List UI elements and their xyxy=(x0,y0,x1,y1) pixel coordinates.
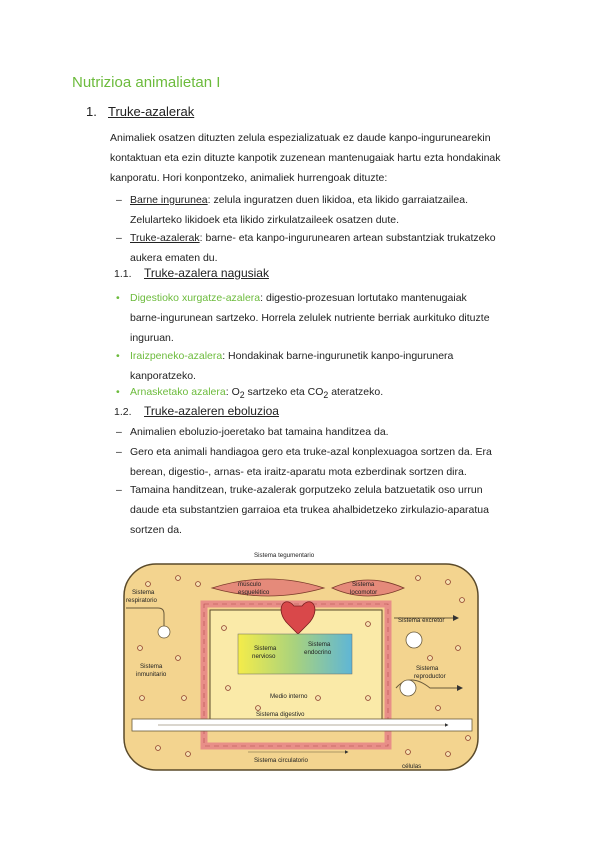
label-tegumentario: Sistema tegumentario xyxy=(254,552,315,559)
list-item-truke-azalerak: – Truke-azalerak: barne- eta kanpo-ingurunearen artean substantziak trukatzeko aukera ematen du. xyxy=(116,232,496,264)
term: Arnasketako azalera xyxy=(130,386,226,398)
label-celulas: células xyxy=(402,763,422,770)
label-circulatorio: Sistema circulatorio xyxy=(254,757,308,764)
label-inmunitario: inmunitario xyxy=(136,671,167,678)
term: Barne ingurunea xyxy=(130,194,208,206)
label-digestivo: Sistema digestivo xyxy=(256,711,305,718)
section-1-1-heading: 1.1. Truke-azalera nagusiak xyxy=(114,266,269,280)
label-endocrino: endocrino xyxy=(304,649,332,656)
label-nervioso-sistema: Sistema xyxy=(254,645,277,652)
list-item-barne-ingurunea: – Barne ingurunea: zelula inguratzen duen likidoa, eta likido garraiatzailea. Zelularteko likidoek eta likido zirkulatzaileek osatzen dute. xyxy=(116,194,468,226)
label-nervioso: nervioso xyxy=(252,653,276,660)
term: Truke-azalerak xyxy=(130,232,200,244)
label-esqueletico: esquelético xyxy=(238,589,270,596)
page-title: Nutrizioa animalietan I xyxy=(72,74,221,91)
list-item-iraizpeneko: • Iraizpeneko-azalera: Hondakinak barne-ingurunetik kanpo-ingurunera kanporatzeko. xyxy=(116,350,454,382)
term: Iraizpeneko-azalera xyxy=(130,350,223,362)
label-respiratorio: respiratorio xyxy=(126,597,157,604)
list-item-eboluzio-3: – Tamaina handitzean, truke-azalerak gorputzeko zelula batzuetatik oso urrun daude eta substantzien garraioa eta trukea ahalbidetzeko zirkulazio-aparatua sortzen da. xyxy=(116,484,489,536)
body-systems-diagram xyxy=(118,548,484,780)
section-1-2-heading: 1.2. Truke-azaleren eboluzioa xyxy=(114,404,279,418)
term: Digestioko xurgatze-azalera xyxy=(130,292,261,304)
list-item-digestioko: • Digestioko xurgatze-azalera: digestio-prozesuan lortutako mantenugaiak barne-ingurunean sartzeko. Horrela zelulek nutriente berriak aurkituko dituzte inguruan. xyxy=(116,292,490,344)
label-medio-interno: Medio interno xyxy=(270,693,308,700)
list-item-arnasketako: • Arnasketako azalera: $O_2$ sartzeko eta $CO_2$ ateratzeko. xyxy=(116,386,384,401)
label-respiratorio-sistema: Sistema xyxy=(132,589,155,596)
section-number: 1. xyxy=(86,104,97,119)
list-item-eboluzio-2: – Gero eta animali handiagoa gero eta truke-azal konplexuagoa sortzen da. Era berean, digestio-, arnas- eta iraitz-aparatu mota ezberdinak sortzen dira. xyxy=(116,446,492,478)
section-title: Truke-azalerak xyxy=(108,104,195,119)
label-reproductor-sistema: Sistema xyxy=(416,665,439,672)
label-reproductor: reproductor xyxy=(414,673,446,680)
list-item-eboluzio-1: – Animalien eboluzio-joeretako bat tamaina handitzea da. xyxy=(116,426,389,438)
label-locomotor: locomotor xyxy=(350,589,378,596)
section-1-heading xyxy=(86,104,194,119)
intro-paragraph: Animaliek osatzen dituzten zelula espezializatuak ez daude kanpo-ingurunearekin kontaktuan eta ezin dituzte kanpotik zuzenean mantenugaiak hartu ezta hondakinak kanporatu. Hori konpontzeko, animaliek hurrengoak dituzte: xyxy=(110,132,501,184)
label-excretor: Sistema excretor xyxy=(398,617,445,624)
label-locomotor-sistema: Sistema xyxy=(352,581,375,588)
label-endocrino-sistema: Sistema xyxy=(308,641,331,648)
label-musculo: músculo xyxy=(238,581,262,588)
label-inmunitario-sistema: Sistema xyxy=(140,663,163,670)
